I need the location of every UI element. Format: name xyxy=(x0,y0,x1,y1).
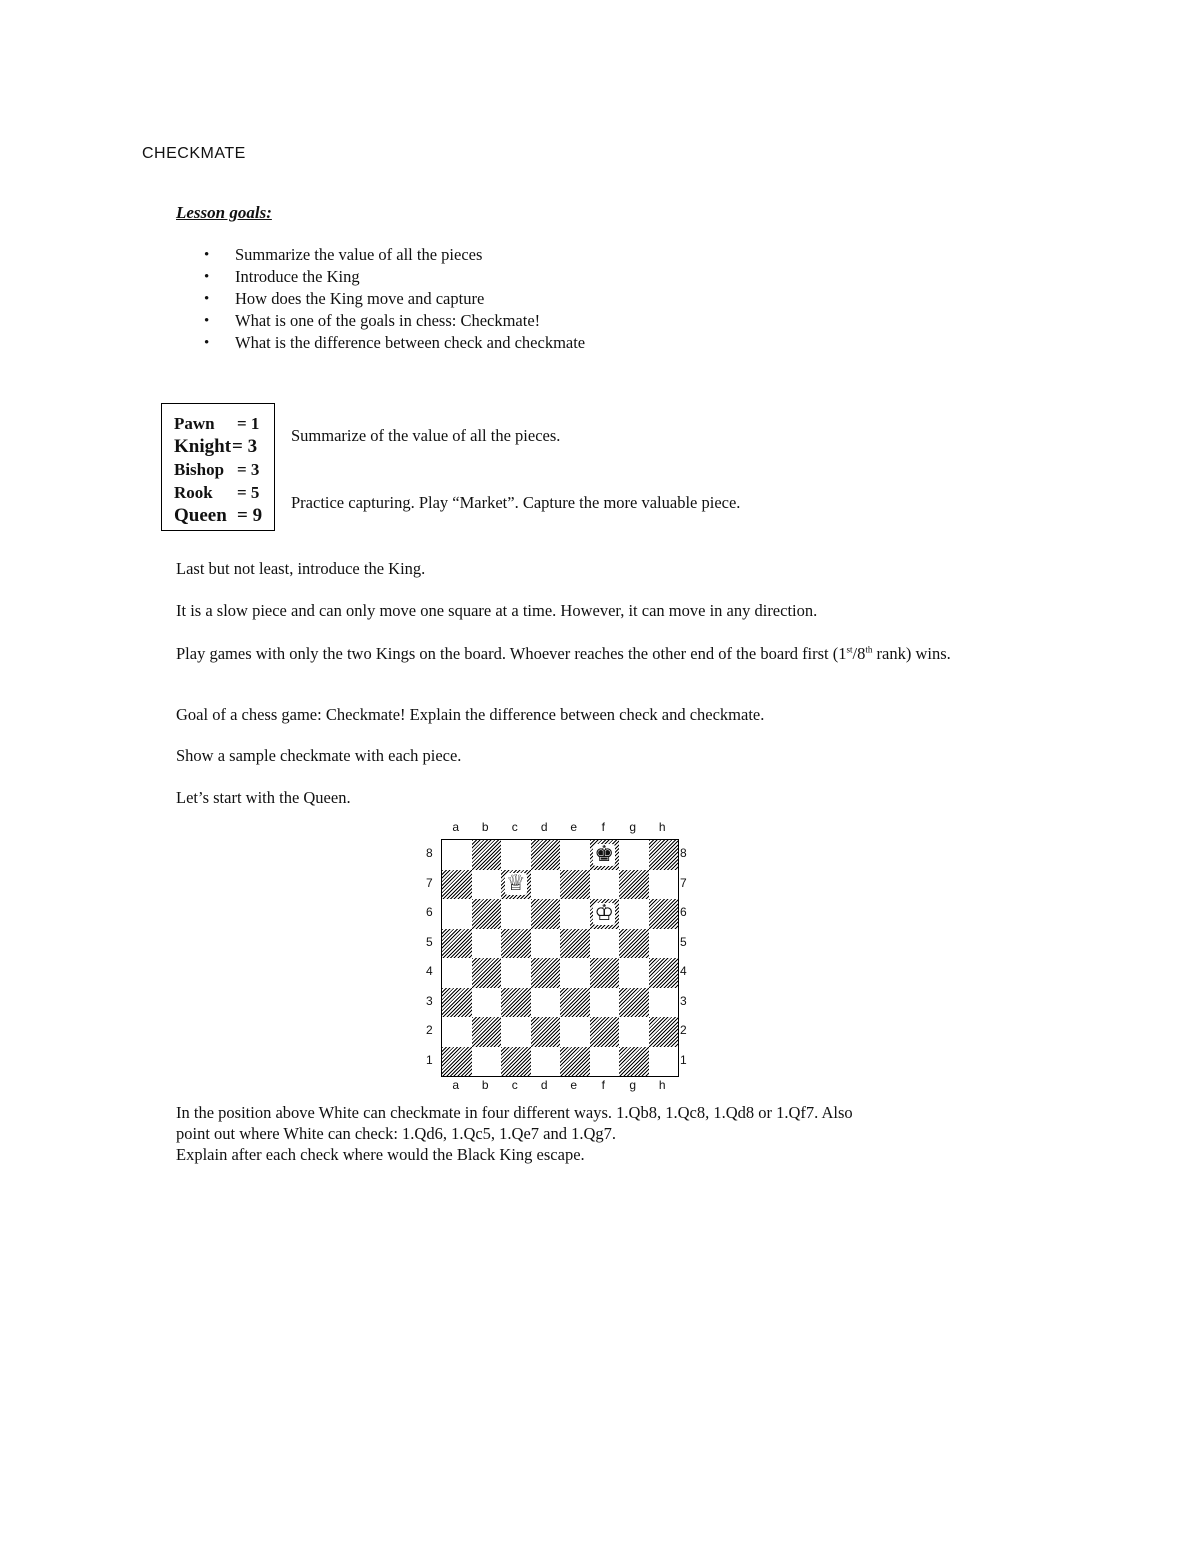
rank-label: 1 xyxy=(680,1052,687,1067)
board-square-f1 xyxy=(590,1047,620,1077)
superscript: st xyxy=(846,644,853,655)
board-square-d8 xyxy=(531,840,561,870)
board-square-h8 xyxy=(649,840,679,870)
board-square-b1 xyxy=(472,1047,502,1077)
file-labels-bottom xyxy=(441,1078,677,1092)
lesson-goals-list xyxy=(196,244,585,354)
board-square-a7 xyxy=(442,870,472,900)
white-king-icon: ♔ xyxy=(594,900,615,926)
board-square-b6 xyxy=(472,899,502,929)
rank-label: 5 xyxy=(426,934,433,949)
rank-label: 7 xyxy=(426,875,433,890)
board-square-g8 xyxy=(619,840,649,870)
board-square-e5 xyxy=(560,929,590,959)
file-label: a xyxy=(452,1078,460,1092)
file-label: d xyxy=(540,1078,548,1092)
board-square-d4 xyxy=(531,958,561,988)
rank-label: 2 xyxy=(426,1023,433,1037)
paragraph-explanation-line3: Explain after each check where would the Black King escape. xyxy=(176,1145,585,1164)
rank-labels-right xyxy=(680,839,687,1075)
text-segment: Play games with only the two Kings on the board. Whoever reaches the other end of the board first (1 xyxy=(176,644,847,663)
board-square-e1 xyxy=(560,1047,590,1077)
piece-name: Bishop xyxy=(174,460,225,479)
paragraph-sample-checkmate: Show a sample checkmate with each piece. xyxy=(176,746,462,765)
rank-label: 5 xyxy=(680,934,687,949)
file-label: b xyxy=(481,820,489,834)
piece-name: Queen xyxy=(174,505,227,526)
rank-label: 3 xyxy=(426,993,433,1008)
rank-label: 8 xyxy=(426,846,433,860)
rank-label: 8 xyxy=(680,846,687,860)
piece-value-row xyxy=(174,481,274,504)
piece-value-row xyxy=(174,412,274,435)
black-king-icon: ♚ xyxy=(594,841,615,867)
file-label: b xyxy=(481,1078,489,1092)
file-label: g xyxy=(629,820,637,834)
board-square-e4 xyxy=(560,958,590,988)
board-square-c1 xyxy=(501,1047,531,1077)
board-square-a1 xyxy=(442,1047,472,1077)
piece-value-row xyxy=(174,435,274,458)
paragraph-king-movement: It is a slow piece and can only move one square at a time. However, it can move in any direction. xyxy=(176,601,818,620)
board-square-g6 xyxy=(619,899,649,929)
file-label: h xyxy=(658,1078,666,1092)
file-label: h xyxy=(658,820,666,834)
rank-label: 4 xyxy=(426,964,433,978)
file-label: d xyxy=(540,820,548,834)
board-square-e3 xyxy=(560,988,590,1018)
board-square-a6 xyxy=(442,899,472,929)
piece-value-row xyxy=(174,458,274,481)
file-label: e xyxy=(570,1078,578,1092)
board-square-a3 xyxy=(442,988,472,1018)
board-square-b4 xyxy=(472,958,502,988)
text-segment: /8 xyxy=(852,644,866,663)
summary-note: Summarize of the value of all the pieces. xyxy=(291,426,561,445)
board-square-f8 xyxy=(590,840,620,870)
board-square-c4 xyxy=(501,958,531,988)
board-square-b3 xyxy=(472,988,502,1018)
paragraph-introduce-king: Last but not least, introduce the King. xyxy=(176,559,426,578)
board-square-a5 xyxy=(442,929,472,959)
board-square-a8 xyxy=(442,840,472,870)
file-label: a xyxy=(452,820,460,834)
board-square-f6 xyxy=(590,899,620,929)
paragraph-explanation-line1: In the position above White can checkmate in four different ways. 1.Qb8, 1.Qc8, 1.Qd8 or 1.Qf7. Also xyxy=(176,1103,853,1122)
list-item: • Summarize the value of all the pieces xyxy=(196,244,585,266)
board-square-h7 xyxy=(649,870,679,900)
board-square-c7 xyxy=(501,870,531,900)
board-square-d5 xyxy=(531,929,561,959)
board-square-h5 xyxy=(649,929,679,959)
file-label: c xyxy=(511,820,518,834)
file-label: f xyxy=(601,820,605,834)
rank-label: 6 xyxy=(680,905,687,919)
white-queen-icon: ♕ xyxy=(505,871,526,897)
rank-label: 2 xyxy=(680,1023,687,1037)
rank-label: 7 xyxy=(680,875,687,890)
list-item: • What is one of the goals in chess: Checkmate! xyxy=(196,310,585,332)
page-title: CHECKMATE xyxy=(142,145,246,162)
paragraph-explanation-line2: point out where White can check: 1.Qd6, 1.Qc5, 1.Qe7 and 1.Qg7. xyxy=(176,1124,617,1143)
lesson-goals-heading: Lesson goals: xyxy=(176,203,272,222)
board-square-h2 xyxy=(649,1017,679,1047)
rank-label: 3 xyxy=(680,993,687,1008)
piece-value: = 3 xyxy=(237,460,260,479)
board-square-b8 xyxy=(472,840,502,870)
board-square-g2 xyxy=(619,1017,649,1047)
paragraph-kings-game xyxy=(176,644,966,664)
board-square-b7 xyxy=(472,870,502,900)
chess-diagram xyxy=(420,816,710,1096)
board-square-d7 xyxy=(531,870,561,900)
board-square-a4 xyxy=(442,958,472,988)
board-square-f5 xyxy=(590,929,620,959)
text-segment: rank) wins. xyxy=(872,644,951,663)
paragraph-goal: Goal of a chess game: Checkmate! Explain the difference between check and checkmate. xyxy=(176,705,765,724)
list-item: • Introduce the King xyxy=(196,266,585,288)
board-square-c8 xyxy=(501,840,531,870)
piece-name: Knight xyxy=(174,436,232,457)
board-square-e7 xyxy=(560,870,590,900)
rank-label: 6 xyxy=(426,905,433,919)
piece-name: Pawn xyxy=(174,414,215,433)
board-square-d1 xyxy=(531,1047,561,1077)
board-square-g3 xyxy=(619,988,649,1018)
board-square-f4 xyxy=(590,958,620,988)
file-label: f xyxy=(601,1078,605,1092)
file-label: c xyxy=(511,1078,518,1092)
board-square-d3 xyxy=(531,988,561,1018)
board-square-c5 xyxy=(501,929,531,959)
piece-value-row xyxy=(174,504,274,527)
file-labels-top xyxy=(441,820,677,834)
list-item: • How does the King move and capture xyxy=(196,288,585,310)
board-square-c2 xyxy=(501,1017,531,1047)
piece-value: = 3 xyxy=(232,436,258,457)
board-square-a2 xyxy=(442,1017,472,1047)
board-square-e6 xyxy=(560,899,590,929)
practice-note: Practice capturing. Play “Market”. Capture the more valuable piece. xyxy=(291,493,741,512)
paragraph-queen-start: Let’s start with the Queen. xyxy=(176,788,351,807)
rank-label: 4 xyxy=(680,964,687,978)
piece-value: = 5 xyxy=(237,483,260,502)
board-square-g7 xyxy=(619,870,649,900)
superscript: th xyxy=(865,644,873,655)
rank-label: 1 xyxy=(426,1052,433,1067)
board-square-e8 xyxy=(560,840,590,870)
piece-values-box xyxy=(161,403,275,531)
board-square-f3 xyxy=(590,988,620,1018)
board-square-h1 xyxy=(649,1047,679,1077)
board-square-c3 xyxy=(501,988,531,1018)
board-square-f7 xyxy=(590,870,620,900)
board-square-d6 xyxy=(531,899,561,929)
board-square-g1 xyxy=(619,1047,649,1077)
board-square-e2 xyxy=(560,1017,590,1047)
rank-labels-left xyxy=(426,839,433,1075)
board-square-d2 xyxy=(531,1017,561,1047)
board-square-h4 xyxy=(649,958,679,988)
piece-value: = 9 xyxy=(237,505,263,526)
board-square-g4 xyxy=(619,958,649,988)
file-label: e xyxy=(570,820,578,834)
file-label: g xyxy=(629,1078,637,1092)
board-square-h3 xyxy=(649,988,679,1018)
board-square-b2 xyxy=(472,1017,502,1047)
board-square-g5 xyxy=(619,929,649,959)
board-square-h6 xyxy=(649,899,679,929)
chess-board xyxy=(441,839,679,1077)
board-square-f2 xyxy=(590,1017,620,1047)
piece-name: Rook xyxy=(174,483,213,502)
board-square-b5 xyxy=(472,929,502,959)
board-square-c6 xyxy=(501,899,531,929)
piece-value: = 1 xyxy=(237,414,260,433)
list-item: • What is the difference between check and checkmate xyxy=(196,332,585,354)
